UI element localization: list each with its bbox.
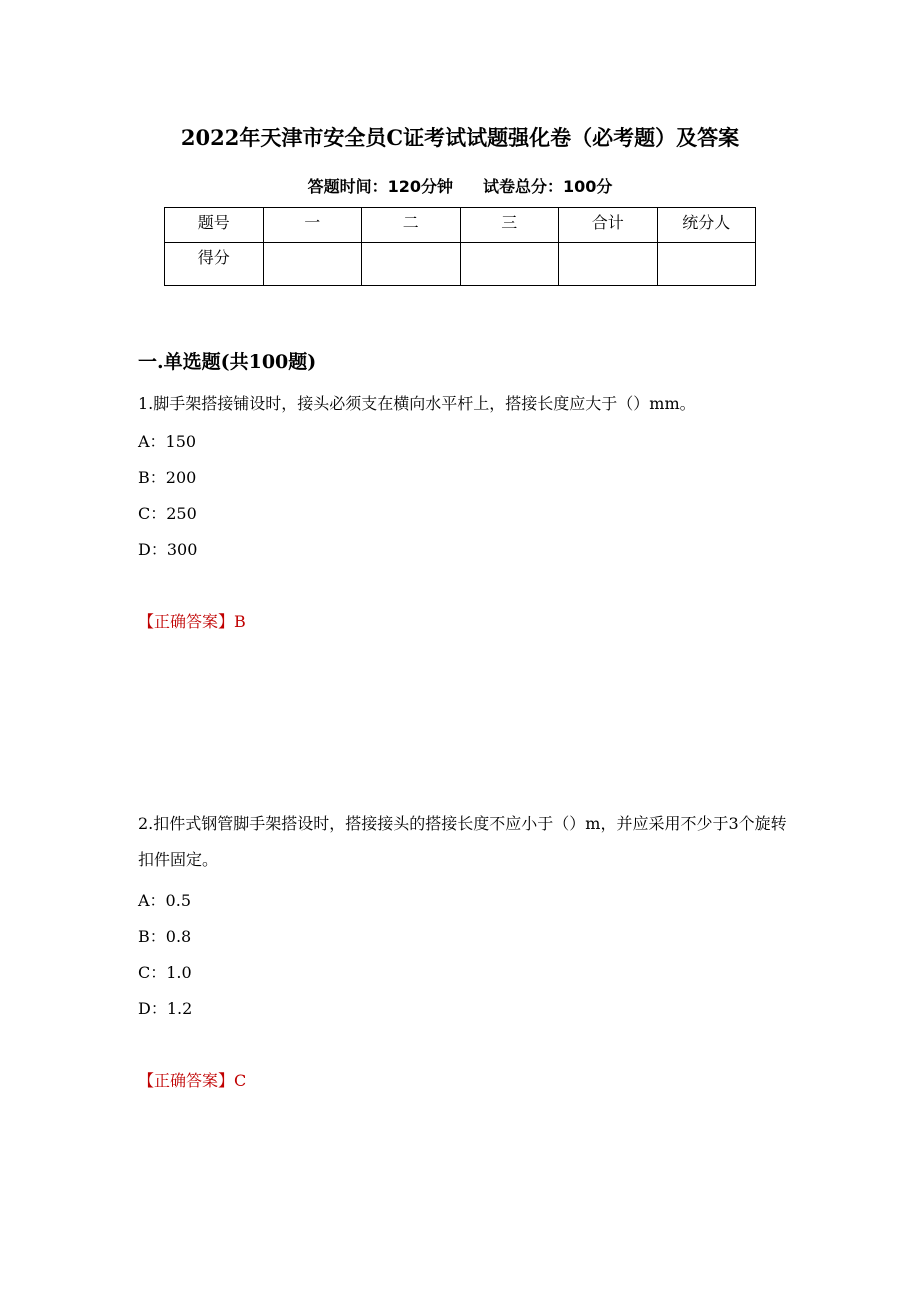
document-title: 2022年天津市安全员C证考试试题强化卷（必考题）及答案 [180,125,740,150]
question-option: A：150 [138,432,197,451]
score-header-cell: 三 [460,208,559,243]
score-cell-empty [657,243,756,286]
correct-answer: 【正确答案】C [138,1071,247,1090]
score-header-cell: 二 [362,208,461,243]
question-text: 1.脚手架搭接铺设时，接头必须支在横向水平杆上，搭接长度应大于（）mm。 [138,394,696,413]
score-cell-empty [460,243,559,286]
score-cell-empty [559,243,658,286]
question-option: C：1.0 [138,963,192,982]
question-option: D：300 [138,540,198,559]
score-header-cell: 统分人 [657,208,756,243]
score-header-cell: 题号 [165,208,264,243]
score-cell-empty [263,243,362,286]
section-title: 一.单选题(共100题) [138,351,317,373]
exam-meta [0,174,920,197]
question-option: A：0.5 [138,891,192,910]
question-option: C：250 [138,504,197,523]
score-table-score-row [165,243,756,286]
question-text: 2.扣件式钢管脚手架搭设时，搭接接头的搭接长度不应小于（）m，并应采用不少于3个旋转扣件固定。 [138,814,787,869]
score-table [164,207,756,286]
exam-time: 答题时间：120分钟 [307,177,453,196]
score-cell-empty [362,243,461,286]
score-header-cell: 合计 [559,208,658,243]
exam-total-score: 试卷总分：100分 [483,177,613,196]
question-option: B：200 [138,468,197,487]
score-header-cell: 一 [263,208,362,243]
score-row-label: 得分 [165,243,264,286]
question-option: B：0.8 [138,927,192,946]
score-table-header-row [165,208,756,243]
correct-answer: 【正确答案】B [138,612,246,631]
question-option: D：1.2 [138,999,193,1018]
